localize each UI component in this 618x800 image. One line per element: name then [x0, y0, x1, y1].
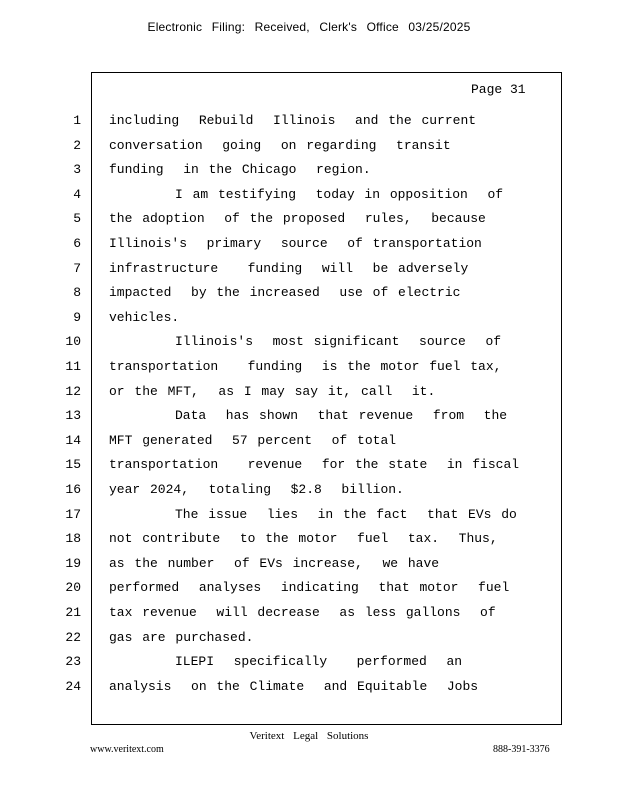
- line-text: tax revenue will decrease as less gallons of: [109, 605, 496, 620]
- transcript-line: [0, 162, 560, 186]
- transcript-line: [0, 654, 560, 678]
- line-text: I am testifying today in opposition of: [175, 186, 504, 202]
- transcript-line: [0, 630, 560, 654]
- transcript-line: [0, 138, 560, 162]
- transcript-line: [0, 408, 560, 432]
- line-text: conversation going on regarding transit: [109, 137, 451, 153]
- line-number: 18: [65, 531, 81, 547]
- line-number: 12: [65, 383, 81, 399]
- line-number: 11: [65, 359, 81, 374]
- line-number: 17: [65, 506, 81, 522]
- line-text: year 2024, totaling $2.8 billion.: [109, 482, 404, 497]
- line-number: 4: [73, 186, 81, 202]
- transcript-line: [0, 531, 560, 555]
- transcript-line: [0, 236, 560, 260]
- line-number: 22: [65, 629, 81, 645]
- line-text: The issue lies in the fact that EVs do: [175, 506, 517, 522]
- page-number: Page 31: [471, 82, 526, 97]
- line-number: 16: [65, 482, 81, 497]
- footer-website: www.veritext.com: [90, 744, 164, 755]
- line-number: 2: [73, 137, 81, 153]
- transcript-line: [0, 334, 560, 358]
- transcript-line: [0, 507, 560, 531]
- line-text: infrastructure funding will be adversely: [109, 260, 469, 276]
- footer-phone: 888-391-3376: [493, 744, 550, 755]
- transcript-line: [0, 310, 560, 334]
- transcript-line: [0, 187, 560, 211]
- transcript-line: [0, 113, 560, 137]
- line-text: funding in the Chicago region.: [109, 162, 371, 178]
- line-text: transportation revenue for the state in fiscal: [109, 457, 520, 473]
- footer-company: Veritext Legal Solutions: [249, 730, 369, 742]
- transcript-line: [0, 384, 560, 408]
- line-text: gas are purchased.: [109, 629, 254, 645]
- line-number: 5: [73, 211, 81, 227]
- line-text: analysis on the Climate and Equitable Jobs: [109, 678, 479, 694]
- line-text: as the number of EVs increase, we have: [109, 555, 440, 571]
- line-number: 24: [65, 678, 81, 694]
- line-number: 20: [65, 580, 81, 596]
- line-number: 3: [73, 162, 81, 178]
- line-number: 21: [65, 605, 81, 620]
- line-text: Illinois's most significant source of: [175, 334, 502, 350]
- line-text: transportation funding is the motor fuel tax,: [109, 359, 502, 374]
- line-text: the adoption of the proposed rules, because: [109, 211, 486, 227]
- line-text: vehicles.: [109, 309, 180, 325]
- line-text: Data has shown that revenue from the: [175, 408, 508, 424]
- line-number: 23: [65, 654, 81, 670]
- transcript-line: [0, 457, 560, 481]
- line-text: not contribute to the motor fuel tax. Thus,: [109, 531, 498, 547]
- filing-stamp-header: Electronic Filing: Received, Clerk's Office 03/25/2025: [147, 20, 471, 34]
- line-text: impacted by the increased use of electric: [109, 285, 461, 301]
- transcript-line: [0, 580, 560, 604]
- transcript-line: [0, 433, 560, 457]
- transcript-line: [0, 605, 560, 629]
- line-number: 14: [65, 432, 81, 448]
- line-number: 15: [65, 457, 81, 473]
- line-text: ILEPI specifically performed an: [175, 654, 463, 670]
- line-number: 19: [65, 555, 81, 571]
- line-number: 8: [73, 285, 81, 301]
- line-number: 9: [73, 309, 81, 325]
- line-text: including Rebuild Illinois and the current: [109, 113, 477, 128]
- line-number: 7: [73, 260, 81, 276]
- line-text: MFT generated 57 percent of total: [109, 432, 397, 448]
- transcript-line: [0, 482, 560, 506]
- transcript-line: [0, 556, 560, 580]
- transcript-line: [0, 211, 560, 235]
- line-number: 13: [65, 408, 81, 424]
- transcript-line: [0, 285, 560, 309]
- line-number: 6: [73, 236, 81, 251]
- line-number: 10: [65, 334, 81, 350]
- line-text: or the MFT, as I may say it, call it.: [109, 383, 436, 399]
- line-number: 1: [73, 113, 81, 128]
- transcript-line: [0, 359, 560, 383]
- transcript-line: [0, 261, 560, 285]
- line-text: Illinois's primary source of transportation: [109, 236, 482, 251]
- line-text: performed analyses indicating that motor fuel: [109, 580, 510, 596]
- transcript-line: [0, 679, 560, 703]
